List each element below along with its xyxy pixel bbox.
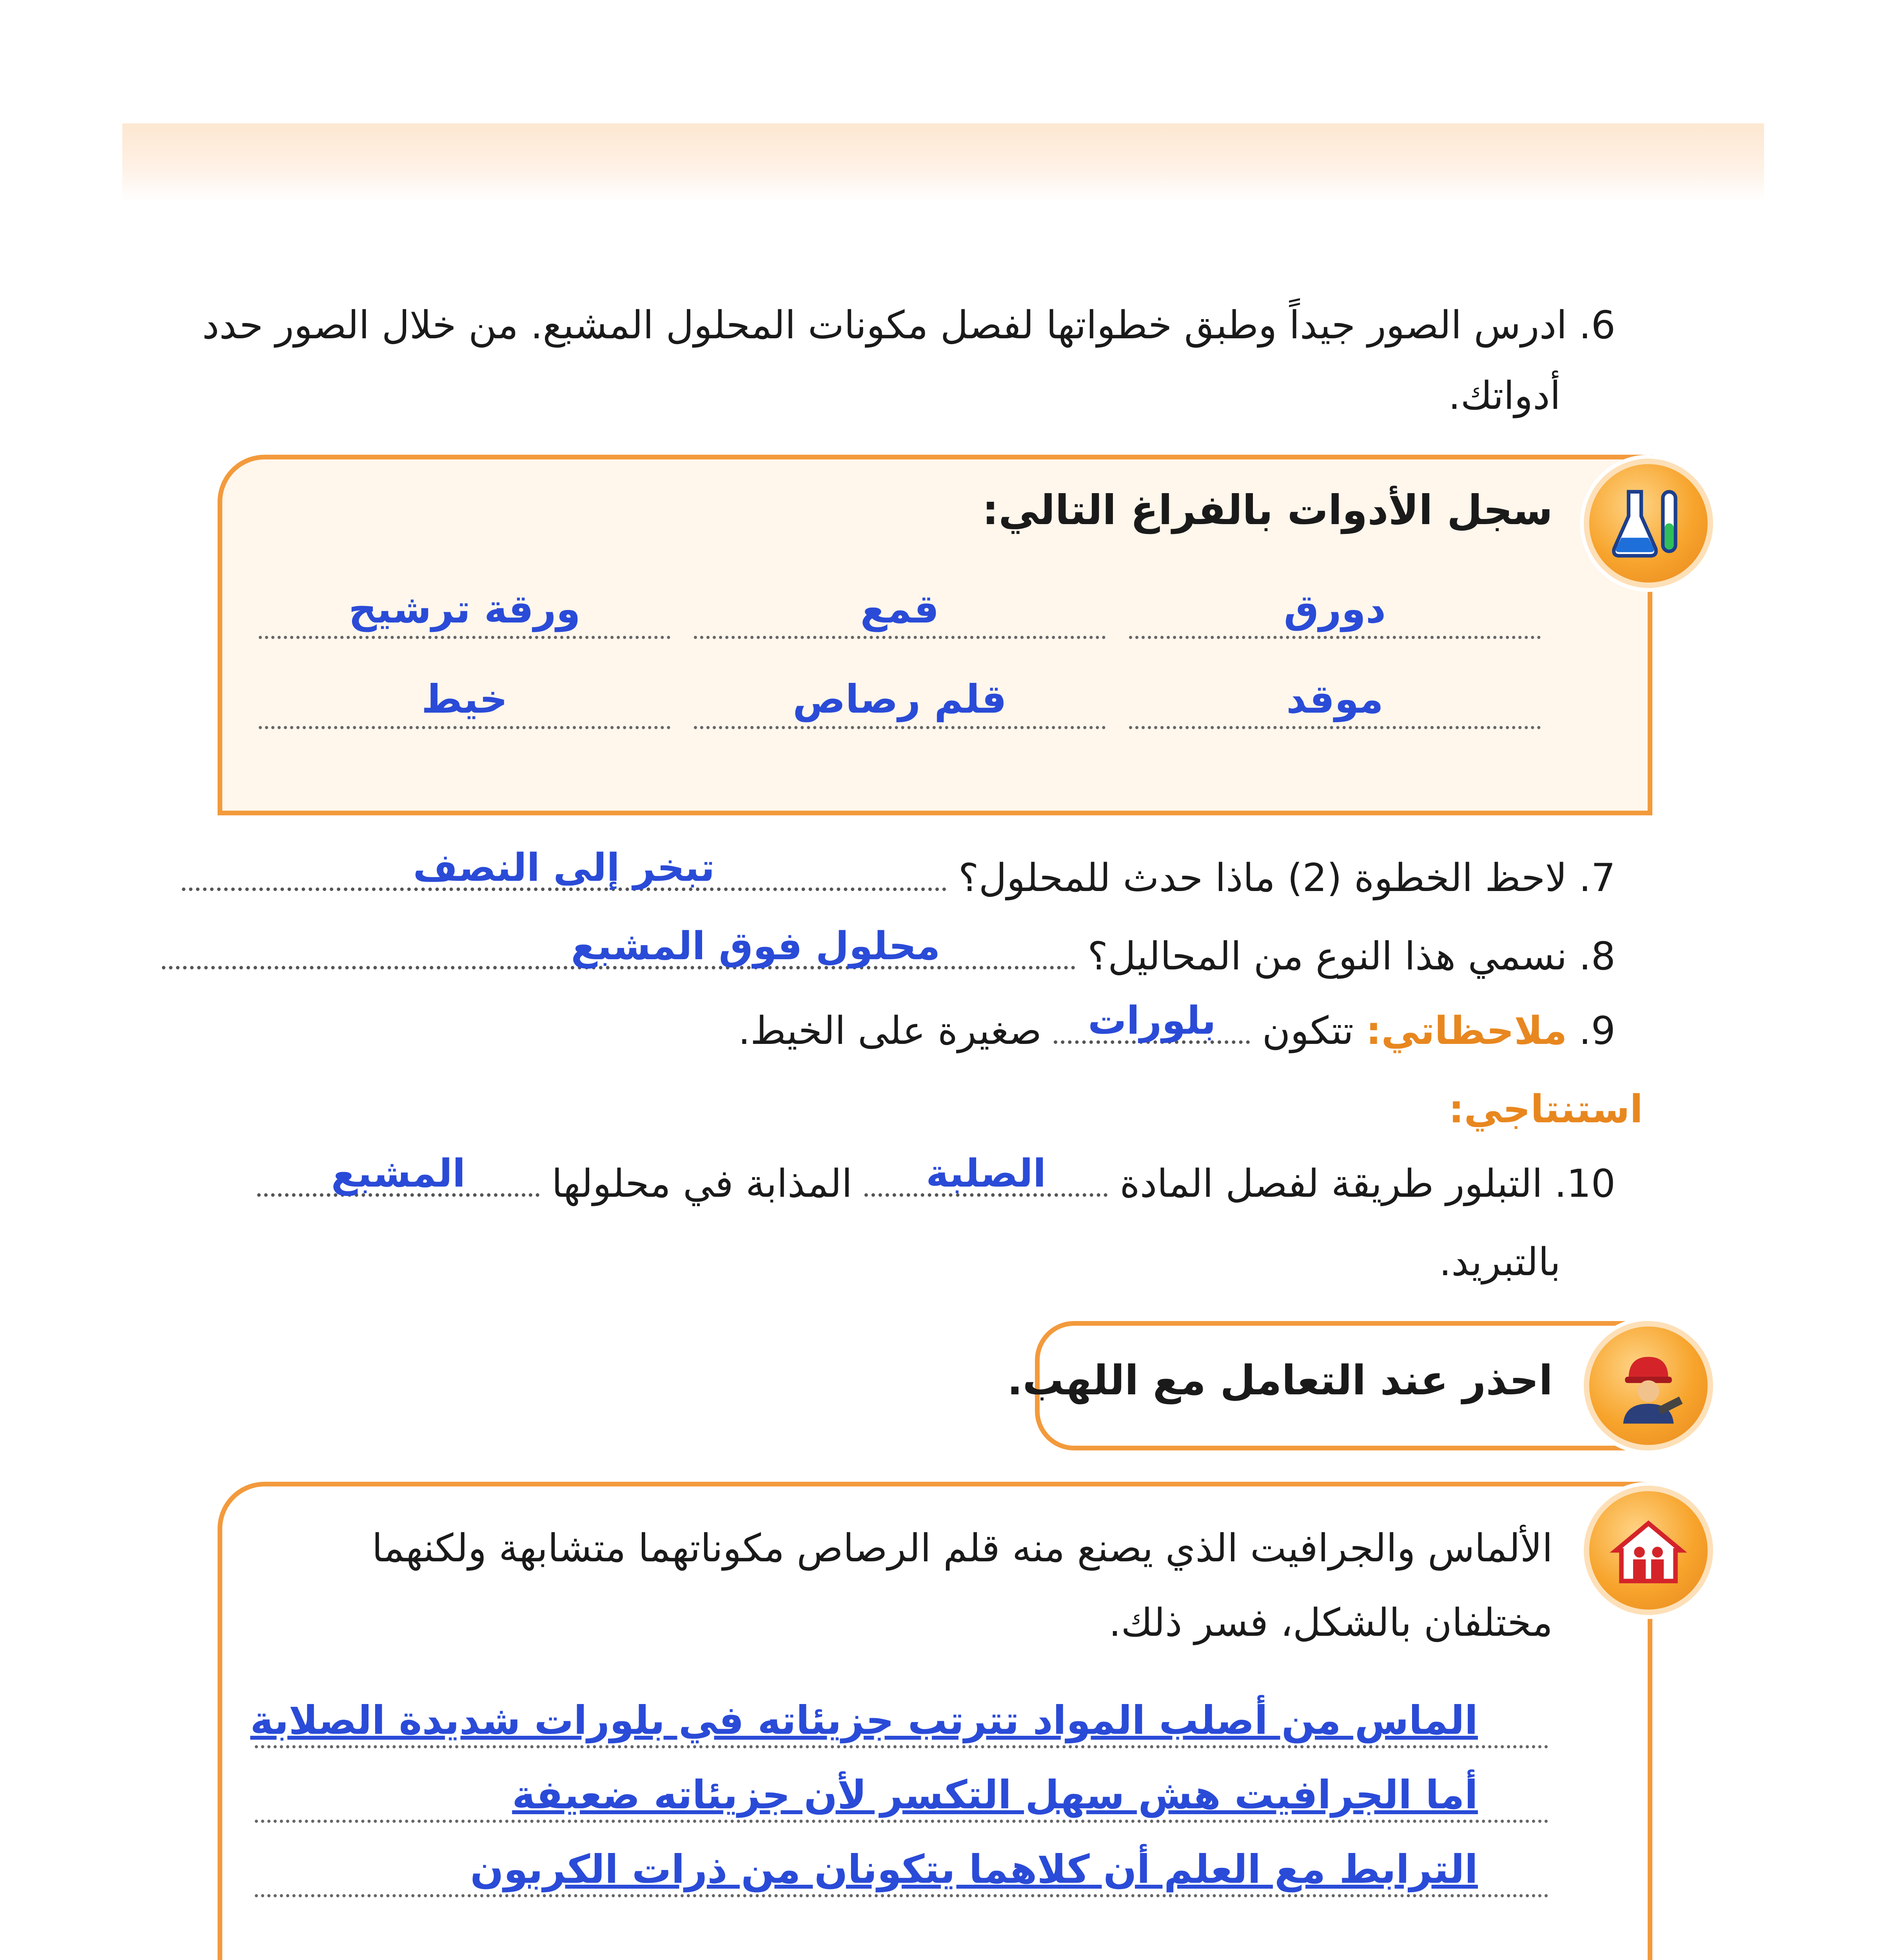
explain-answer-3: الترابط مع العلم أن كلاهما يتكونان من ذرات الكربون <box>255 1831 1548 1897</box>
question-6-line2: أدواتك. <box>1448 374 1561 418</box>
explain-badge <box>1584 1486 1713 1615</box>
house-family-icon <box>1603 1505 1694 1595</box>
question-10-line2: بالتبريد. <box>1439 1240 1561 1285</box>
explain-question-line1: الألماس والجرافيت الذي يصنع منه قلم الرصاص مكوناتهما متشابهة ولكنهما <box>372 1526 1553 1571</box>
tool-answer-6: خيط <box>259 666 670 729</box>
tools-box-title: سجل الأدوات بالفراغ التالي: <box>982 486 1553 534</box>
explain-answer-1: الماس من أصلب المواد تترتب جزيئاته في بلورات شديدة الصلابة <box>255 1682 1548 1748</box>
tools-badge <box>1584 459 1713 588</box>
question-7: 7.لاحظ الخطوة (2) ماذا حدث للمحلول؟ تبخر إلى النصف <box>182 843 1616 913</box>
question-9: 9.ملاحظاتي: تتكون بلورات صغيرة على الخيط. <box>738 996 1616 1066</box>
tool-answer-1: دورق <box>1129 576 1541 639</box>
warning-badge <box>1584 1321 1713 1450</box>
tool-answer-4: موقد <box>1129 666 1541 729</box>
question-9-answer: بلورات <box>1088 998 1216 1043</box>
question-10-answer-2: المشبع <box>331 1151 466 1196</box>
warning-text: احذر عند التعامل مع اللهب. <box>1007 1356 1553 1404</box>
lab-flask-icon <box>1603 478 1694 568</box>
header-band <box>122 123 1764 202</box>
question-6-line1: 6.ادرس الصور جيداً وطبق خطواتها لفصل مكونات المحلول المشبع. من خلال الصور حدد <box>202 303 1616 348</box>
question-7-answer: تبخر إلى النصف <box>413 846 715 890</box>
tool-answer-3: ورقة ترشيح <box>259 576 670 639</box>
question-10-answer-1: الصلبة <box>926 1151 1046 1196</box>
tool-answer-2: قمع <box>694 576 1105 639</box>
tool-answer-5: قلم رصاص <box>694 666 1105 729</box>
question-8-answer: محلول فوق المشبع <box>571 924 940 969</box>
conclusion-label: استنتاجي: <box>1449 1087 1643 1132</box>
safety-worker-icon <box>1603 1341 1694 1431</box>
explain-answers <box>250 1682 1548 1960</box>
question-10-line1: 10.التبلور طريقة لفصل المادة الصلبة المذابة في محلولها المشبع <box>257 1149 1616 1219</box>
explain-question-line2: مختلفان بالشكل، فسر ذلك. <box>1109 1601 1553 1645</box>
explain-answer-2: أما الجرافيت هش سهل التكسر لأن جزيئاته ضعيفة <box>255 1756 1548 1823</box>
question-8: 8.نسمي هذا النوع من المحاليل؟ محلول فوق المشبع <box>162 921 1616 992</box>
explain-answer-4 <box>255 1905 1548 1960</box>
